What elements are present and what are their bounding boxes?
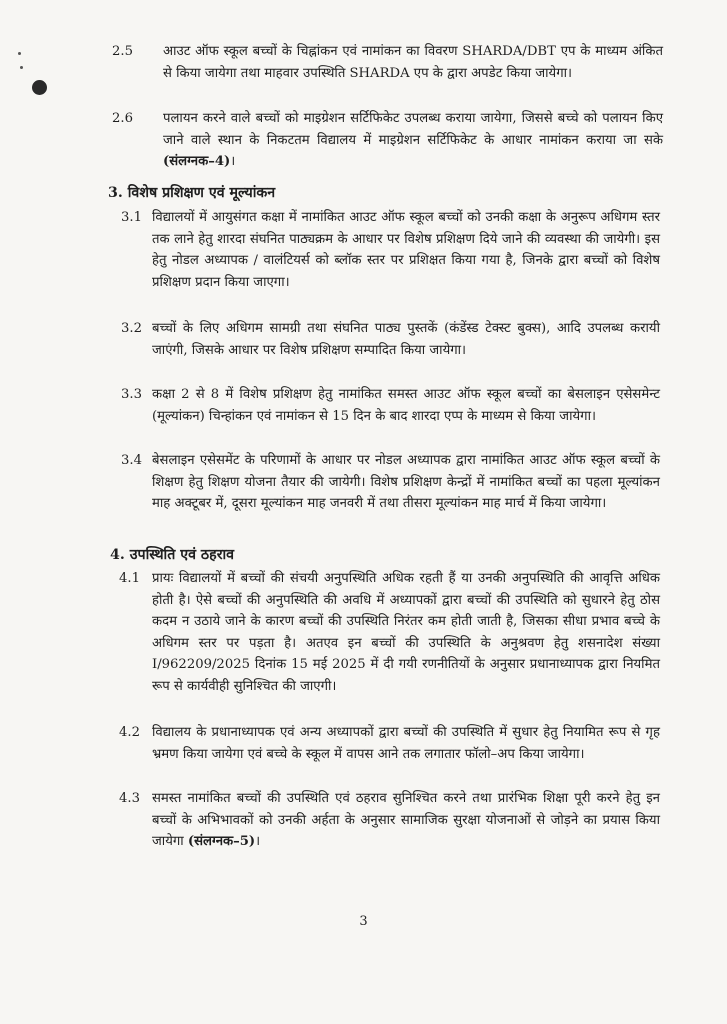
- paragraph-4-1: प्रायः विद्यालयों में बच्चों की संचयी अनुपस्थिति अधिक रहती हैं या उनकी अनुपस्थिति की आवृत्ति अधिक होती है। ऐसे बच्चों की अनुपस्थिति की अवधि में अध्यापकों द्वारा बच्चों की उपस्थिति को सुधारने हेतु ठोस कदम न उठाये जाने के कारण बच्चों की उपस्थिति निरंतर कम होती जाती है, जिसका सीधा प्रभाव बच्चे के अधिगम स्तर पर पड़ता है। अतएव इन बच्चों की उपस्थिति के अनुश्रवण हेतु शसनादेश संख्या I/962209/2025 दिनांक 15 मई 2025 में दी गयी रणनीतियों के अनुसार प्रधानाध्यापक द्वारा नियमित रूप से कार्यवीही सुनिश्चित की जाएगी।: [152, 571, 660, 694]
- paragraph-2-5: आउट ऑफ स्कूल बच्चों के चिह्नांकन एवं नामांकन का विवरण SHARDA/DBT एप के माध्यम अंकित से किया जायेगा तथा माहवार उपस्थिति SHARDA एप के द्वारा अपडेट किया जायेगा।: [163, 44, 663, 81]
- paragraph-text: समस्त नामांकित बच्चों की उपस्थिति एवं ठहराव सुनिश्चित करने तथा प्रारंभिक शिक्षा पूरी करने हेतु इन बच्चों के अभिभावकों को उनकी अर्हता के अनुसार सामाजिक सुरक्षा योजनाओं से जोड़ने का प्रयास किया जायेगा: [152, 791, 660, 849]
- annexure-ref: (संलग्नक–5): [187, 834, 256, 849]
- paragraph-4-3: [152, 788, 660, 853]
- paragraph-3-2: बच्चों के लिए अधिगम सामग्री तथा संघनित पाठ्य पुस्तकें (कंडेंस्ड टेक्स्ट बुक्स), आदि उपलब्ध करायी जाएंगी, जिसके आधार पर विशेष प्रशिक्षण सम्पादित किया जायेगा।: [152, 321, 660, 358]
- item-number: 4.3: [119, 791, 140, 806]
- item-number: 2.5: [112, 44, 133, 59]
- paragraph-3-4: बेसलाइन एसेसमेंट के परिणामों के आधार पर नोडल अध्यापक द्वारा नामांकित आउट ऑफ स्कूल बच्चों के शिक्षण हेतु शिक्षण योजना तैयार की जायेगी। विशेष प्रशिक्षण केन्द्रों में नामांकित बच्चों का पहला मूल्यांकन माह अक्टूबर में, दूसरा मूल्यांकन माह जनवरी में तथा तीसरा मूल्यांकन माह मार्च में किया जायेगा।: [152, 453, 660, 511]
- section-heading-4: 4. उपस्थिति एवं ठहराव: [110, 547, 235, 563]
- paragraph-3-3: कक्षा 2 से 8 में विशेष प्रशिक्षण हेतु नामांकित समस्त आउट ऑफ स्कूल बच्चों का बेसलाइन एसेसमेन्ट (मूल्यांकन) चिन्हांकन एवं नामांकन से 15 दिन के बाद शारदा एप्प के माध्यम से किया जायेगा।: [152, 387, 660, 424]
- item-number: 3.2: [121, 321, 142, 336]
- item-number: 3.1: [121, 210, 142, 225]
- speck: [20, 66, 23, 69]
- annexure-ref: (संलग्नक–4): [163, 154, 231, 169]
- punch-hole: [32, 80, 47, 95]
- speck: [18, 52, 21, 55]
- item-number: 3.3: [121, 387, 142, 402]
- item-number: 4.1: [119, 571, 140, 586]
- paragraph-end: ।: [255, 834, 261, 849]
- paragraph-2-6: [163, 108, 663, 173]
- item-number: 4.2: [119, 725, 140, 740]
- paragraph-4-2: विद्यालय के प्रधानाध्यापक एवं अन्य अध्यापकों द्वारा बच्चों की उपस्थिति में सुधार हेतु नियामित रूप से गृह भ्रमण किया जायेगा एवं बच्चे के स्कूल में वापस आने तक लगातार फॉलो–अप किया जायेगा।: [152, 725, 660, 762]
- item-number: 2.6: [112, 111, 133, 126]
- paragraph-3-1: विद्यालयों में आयुसंगत कक्षा में नामांकित आउट ऑफ स्कूल बच्चों को उनकी कक्षा के अनुरूप अधिगम स्तर तक लाने हेतु शारदा संघनित पाठ्यक्रम के आधार पर विशेष प्रशिक्षण दिये जाने की व्यवस्था की जायेगी। इस हेतु नोडल अध्यापक / वालंटियर्स को ब्लॉक स्तर पर प्रशिक्षत किया गया है, जिनके द्वारा बच्चों को विशेष प्रशिक्षण प्रदान किया जाएगा।: [152, 210, 660, 290]
- page-number: 3: [359, 914, 368, 929]
- paragraph-text: पलायन करने वाले बच्चों को माइग्रेशन सर्टिफिकेट उपलब्ध कराया जायेगा, जिससे बच्चे को पलायन किए जाने वाले स्थान के निकटतम विद्यालय में माइग्रेशन सर्टिफिकेट के आधार नामांकन कराया जा सके: [163, 111, 663, 148]
- section-heading-3: 3. विशेष प्रशिक्षण एवं मूल्यांकन: [108, 185, 276, 201]
- item-number: 3.4: [121, 453, 142, 468]
- paragraph-end: ।: [230, 154, 236, 169]
